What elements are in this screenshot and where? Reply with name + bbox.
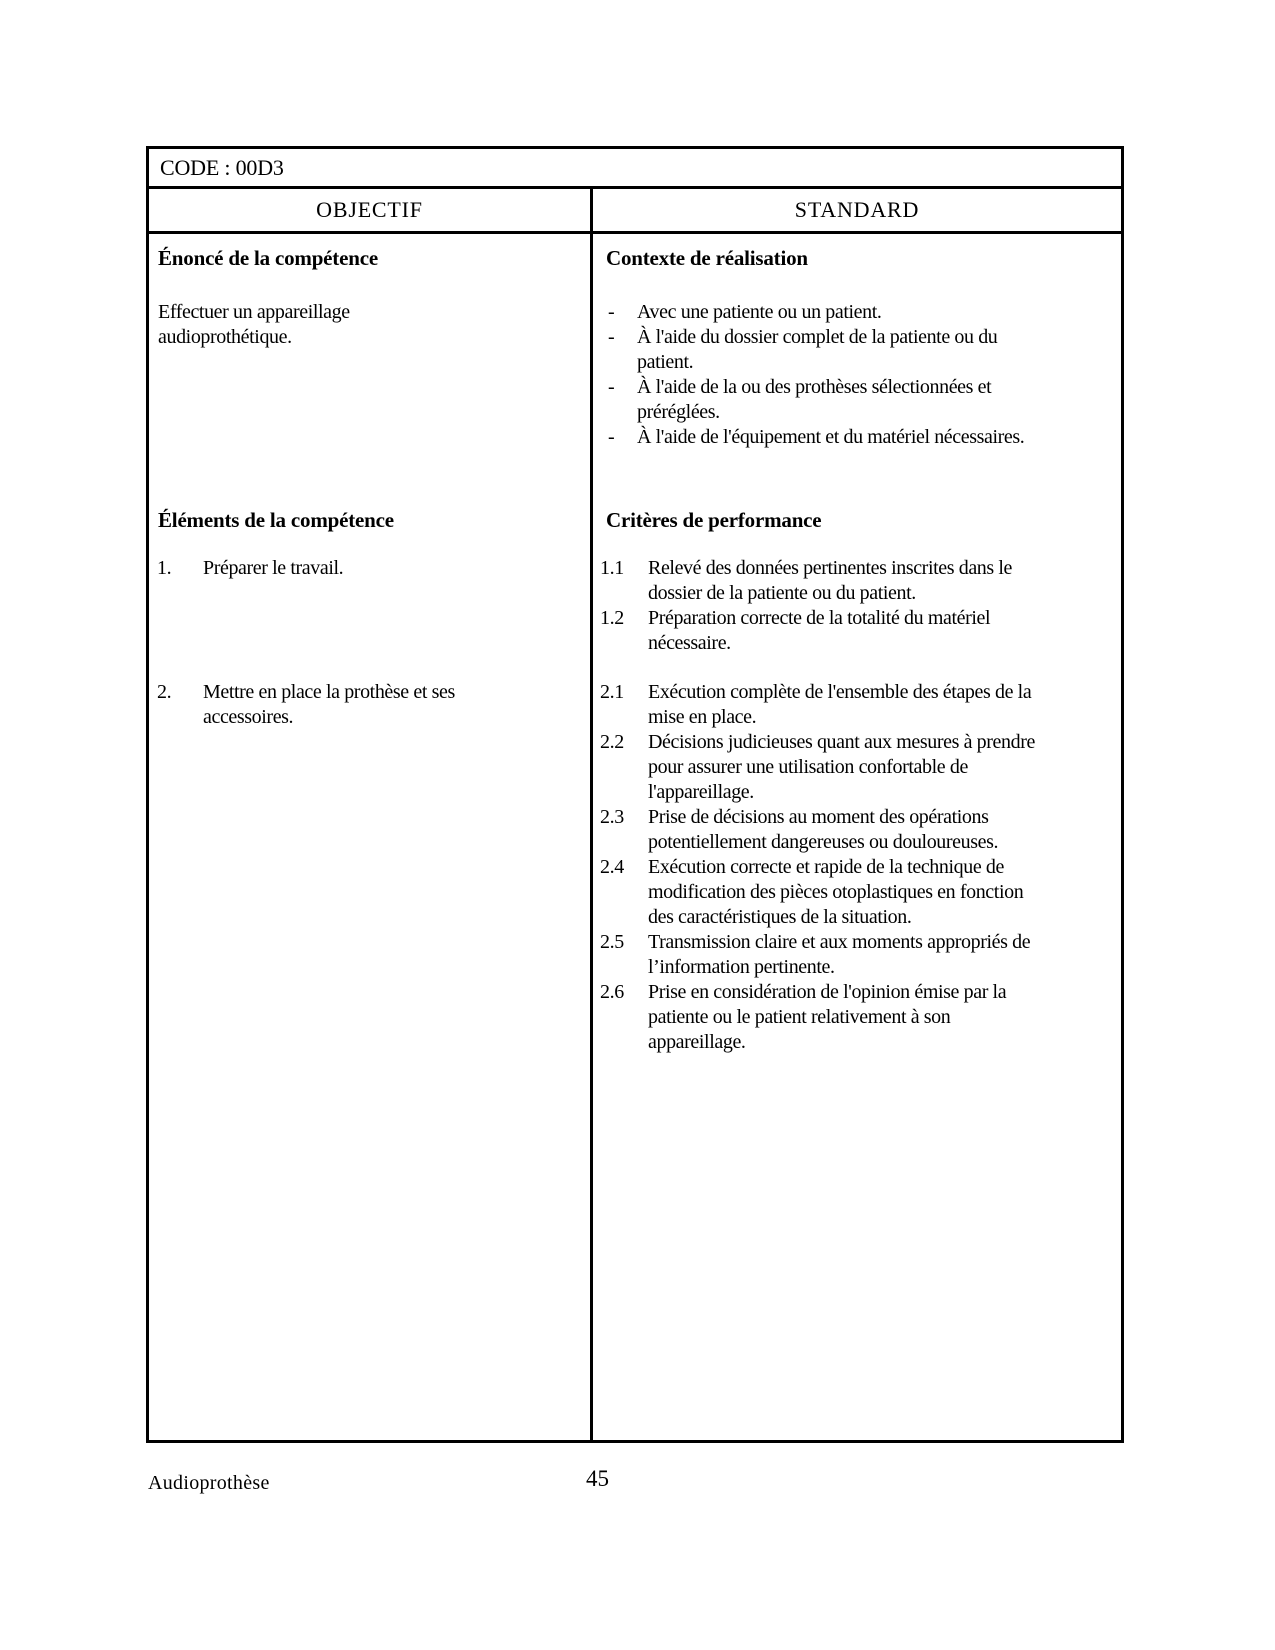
dash-bullet: - — [608, 326, 615, 348]
contexte-text: À l'aide de la ou des prothèses sélectionnées et préréglées. — [637, 376, 992, 423]
contexte-list — [608, 300, 1057, 450]
critere-text: Décisions judicieuses quant aux mesures à prendre pour assurer une utilisation confortable de l'appareillage. — [648, 731, 1035, 803]
dash-bullet: - — [608, 301, 615, 323]
critere-text: Prise en considération de l'opinion émise par la patiente ou le patient relativement à son appareillage. — [648, 981, 1007, 1053]
critere-number: 2.6 — [600, 981, 624, 1003]
critere-item — [600, 730, 1043, 805]
contexte-text: À l'aide de l'équipement et du matériel nécessaires. — [637, 426, 1025, 448]
critere-item — [600, 805, 1043, 855]
standard-column — [593, 234, 1121, 1440]
criteres-group-1 — [600, 556, 1043, 656]
critere-number: 2.3 — [600, 806, 624, 828]
code-row — [149, 149, 1121, 189]
critere-number: 2.2 — [600, 731, 624, 753]
critere-text: Transmission claire et aux moments appropriés de l’information pertinente. — [648, 931, 1031, 978]
element-number: 2. — [157, 681, 172, 703]
standard-label: STANDARD — [794, 197, 920, 222]
objectif-column — [149, 234, 593, 1440]
element-number: 1. — [157, 557, 172, 579]
dash-bullet: - — [608, 376, 615, 398]
column-header-objectif — [149, 189, 593, 231]
critere-item — [600, 680, 1043, 730]
critere-text: Exécution complète de l'ensemble des étapes de la mise en place. — [648, 681, 1032, 728]
critere-number: 2.4 — [600, 856, 624, 878]
contexte-text: Avec une patiente ou un patient. — [637, 301, 882, 323]
critere-text: Préparation correcte de la totalité du matériel nécessaire. — [648, 607, 991, 654]
critere-item — [600, 980, 1043, 1055]
contexte-heading: Contexte de réalisation — [606, 246, 808, 270]
critere-number: 2.5 — [600, 931, 624, 953]
critere-number: 2.1 — [600, 681, 624, 703]
competency-table — [146, 146, 1124, 1443]
element-text: Mettre en place la prothèse et ses accessoires. — [203, 681, 455, 728]
critere-text: Relevé des données pertinentes inscrites dans le dossier de la patiente ou du patient. — [648, 557, 1013, 604]
critere-item — [600, 556, 1043, 606]
contexte-item — [608, 375, 1057, 425]
critere-item — [600, 930, 1043, 980]
critere-text: Prise de décisions au moment des opérations potentiellement dangereuses ou douloureuses. — [648, 806, 999, 853]
critere-number: 1.2 — [600, 607, 624, 629]
elements-heading: Éléments de la compétence — [158, 508, 394, 532]
dash-bullet: - — [608, 426, 615, 448]
criteres-heading: Critères de performance — [606, 508, 822, 532]
code-label: CODE : 00D3 — [160, 154, 284, 180]
enonce-text: Effectuer un appareillage audioprothétique. — [158, 301, 350, 348]
critere-text: Exécution correcte et rapide de la technique de modification des pièces otoplastiques en fonction des caractéristiques de la situation. — [648, 856, 1024, 928]
objectif-label: OBJECTIF — [316, 197, 423, 222]
footer-page-number: 45 — [586, 1466, 609, 1491]
element-item — [157, 680, 533, 730]
content-row — [149, 234, 1121, 1440]
element-item — [157, 556, 533, 581]
critere-number: 1.1 — [600, 557, 624, 579]
element-text: Préparer le travail. — [203, 557, 344, 579]
column-header-standard — [593, 189, 1121, 231]
criteres-group-2 — [600, 680, 1043, 1055]
column-header-row — [149, 189, 1121, 234]
critere-item — [600, 606, 1043, 656]
enonce-heading: Énoncé de la compétence — [158, 246, 378, 270]
contexte-item — [608, 325, 1057, 375]
contexte-item — [608, 300, 1057, 325]
contexte-item — [608, 425, 1057, 450]
footer-document-title: Audioprothèse — [148, 1472, 270, 1494]
contexte-text: À l'aide du dossier complet de la patiente ou du patient. — [637, 326, 998, 373]
critere-item — [600, 855, 1043, 930]
